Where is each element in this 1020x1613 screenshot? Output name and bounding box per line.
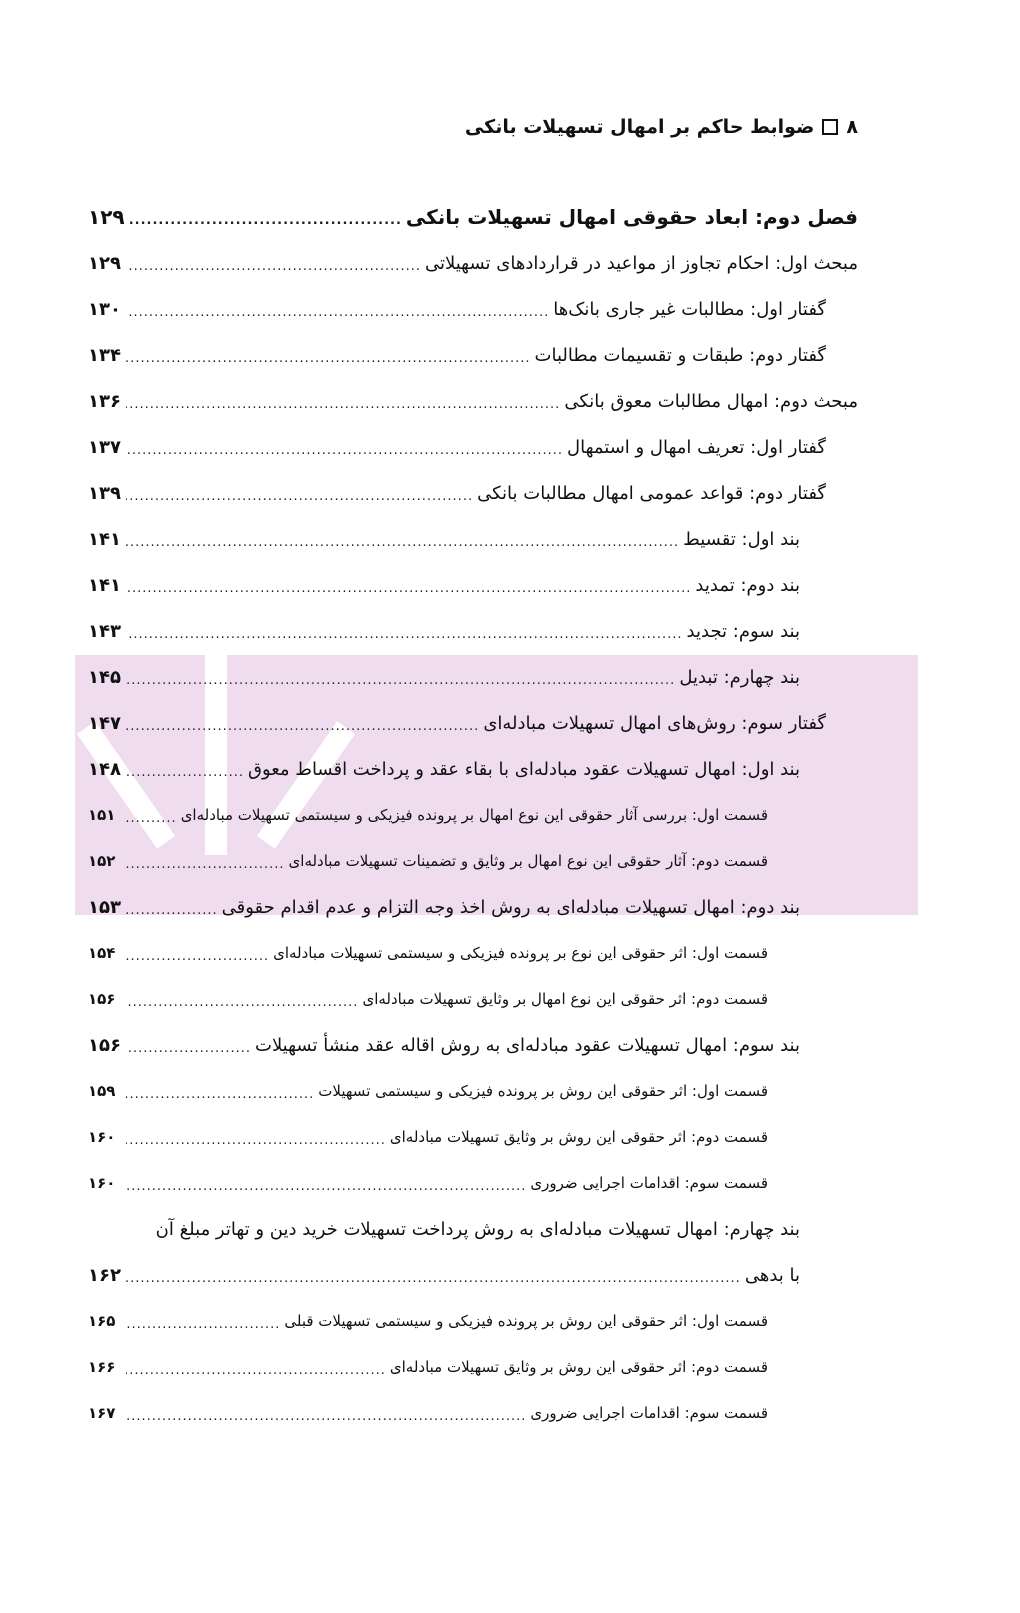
- dot-leader: [126, 351, 531, 378]
- dot-leader: [126, 581, 691, 608]
- dot-leader: [126, 995, 358, 1022]
- running-title: ضوابط حاکم بر امهال تسهیلات بانکی: [464, 116, 815, 138]
- toc-entry[interactable]: [88, 1252, 858, 1298]
- toc-page-number: ۱۴۱: [88, 528, 121, 550]
- toc-page-number: ۱۵۳: [88, 896, 121, 918]
- toc-entry-title: بند دوم: تمدید: [695, 574, 800, 596]
- toc-entry-title: قسمت سوم: اقدامات اجرایی ضروری: [530, 1404, 768, 1422]
- toc-entry[interactable]: [88, 378, 858, 424]
- toc-entry[interactable]: [88, 470, 858, 516]
- toc-entry[interactable]: [88, 194, 858, 240]
- table-of-contents: [88, 194, 858, 1436]
- toc-entry-title: بند چهارم: امهال تسهیلات مبادله‌ای به روش پرداخت تسهیلات خرید دین و تهاتر مبلغ آن: [155, 1218, 800, 1240]
- toc-page-number: ۱۴۵: [88, 666, 121, 688]
- running-header: [465, 116, 858, 138]
- toc-page-number: ۱۳۹: [88, 482, 121, 504]
- toc-page-number: ۱۳۴: [88, 344, 121, 366]
- dot-leader: [126, 397, 560, 424]
- dot-leader: [126, 811, 177, 838]
- toc-entry-title: گفتار اول: مطالبات غیر جاری بانک‌ها: [553, 298, 826, 320]
- toc-page-number: ۱۵۲: [88, 852, 116, 870]
- toc-entry[interactable]: [88, 562, 858, 608]
- page-number: ۸: [846, 116, 858, 138]
- toc-entry[interactable]: [88, 424, 858, 470]
- dot-leader: [126, 1087, 314, 1114]
- toc-entry[interactable]: [88, 240, 858, 286]
- toc-page-number: ۱۴۸: [88, 758, 121, 780]
- toc-entry-title: بند چهارم: تبدیل: [679, 666, 800, 688]
- toc-page-number: ۱۲۹: [88, 205, 125, 229]
- dot-leader: [126, 1041, 251, 1068]
- dot-leader: [126, 719, 479, 746]
- toc-page-number: ۱۶۶: [88, 1358, 116, 1376]
- toc-entry[interactable]: [88, 700, 858, 746]
- toc-page-number: ۱۴۷: [88, 712, 121, 734]
- toc-entry[interactable]: [88, 884, 858, 930]
- toc-page-number: ۱۵۱: [88, 806, 116, 824]
- toc-entry[interactable]: [88, 792, 858, 838]
- toc-entry-title: بند سوم: تجدید: [686, 620, 800, 642]
- dot-leader: [126, 627, 683, 654]
- dot-leader: [126, 1409, 526, 1436]
- toc-entry-title: قسمت اول: اثر حقوقی این نوع بر پرونده فیزیکی و سیستمی تسهیلات مبادله‌ای: [273, 944, 768, 962]
- toc-entry-title: قسمت اول: اثر حقوقی این روش بر پرونده فیزیکی و سیستمی تسهیلات قبلی: [284, 1312, 768, 1330]
- toc-entry[interactable]: [88, 1160, 858, 1206]
- toc-entry-title: گفتار دوم: طبقات و تقسیمات مطالبات: [534, 344, 826, 366]
- toc-entry[interactable]: [88, 838, 858, 884]
- toc-page-number: ۱۲۹: [88, 252, 121, 274]
- dot-leader: [126, 305, 549, 332]
- toc-entry[interactable]: [88, 332, 858, 378]
- dot-leader: [126, 857, 285, 884]
- toc-entry[interactable]: [88, 1344, 858, 1390]
- toc-entry[interactable]: [88, 1068, 858, 1114]
- toc-page-number: ۱۴۳: [88, 620, 121, 642]
- toc-entry[interactable]: [88, 976, 858, 1022]
- toc-entry-title: قسمت دوم: اثر حقوقی این روش بر وثایق تسهیلات مبادله‌ای: [389, 1358, 768, 1376]
- toc-entry-title: بند سوم: امهال تسهیلات عقود مبادله‌ای به روش اقاله عقد منشأ تسهیلات: [255, 1034, 800, 1056]
- toc-entry[interactable]: [88, 516, 858, 562]
- toc-entry-title: فصل دوم: ابعاد حقوقی امهال تسهیلات بانکی: [405, 205, 858, 229]
- toc-entry[interactable]: [88, 286, 858, 332]
- toc-page-number: ۱۶۷: [88, 1404, 116, 1422]
- dot-leader: [126, 903, 218, 930]
- toc-page-number: ۱۶۰: [88, 1174, 116, 1192]
- toc-page-number: ۱۵۴: [88, 944, 116, 962]
- toc-entry-title: مبحث اول: احکام تجاوز از مواعید در قراردادهای تسهیلاتی: [424, 252, 858, 274]
- toc-entry[interactable]: [88, 1114, 858, 1160]
- toc-entry-title: گفتار اول: تعریف امهال و استمهال: [567, 436, 826, 458]
- dot-leader: [126, 1317, 280, 1344]
- dot-leader: [126, 949, 269, 976]
- toc-entry[interactable]: [88, 1390, 858, 1436]
- toc-entry[interactable]: [88, 930, 858, 976]
- dot-leader: [126, 765, 244, 792]
- toc-page-number: ۱۵۹: [88, 1082, 116, 1100]
- toc-entry-title: قسمت دوم: اثر حقوقی این نوع امهال بر وثایق تسهیلات مبادله‌ای: [362, 990, 768, 1008]
- dot-leader: [129, 213, 402, 240]
- toc-entry-title: قسمت اول: اثر حقوقی این روش بر پرونده فیزیکی و سیستمی تسهیلات: [318, 1082, 768, 1100]
- toc-entry-title: قسمت دوم: آثار حقوقی این نوع امهال بر وثایق و تضمینات تسهیلات مبادله‌ای: [288, 852, 768, 870]
- toc-entry-title: گفتار سوم: روش‌های امهال تسهیلات مبادله‌ای: [483, 712, 826, 734]
- dot-leader: [126, 259, 421, 286]
- toc-entry-title: بند اول: امهال تسهیلات عقود مبادله‌ای با بقاء عقد و پرداخت اقساط معوق: [247, 758, 800, 780]
- toc-entry[interactable]: [88, 1298, 858, 1344]
- toc-page-number: ۱۵۶: [88, 990, 116, 1008]
- toc-entry[interactable]: [88, 1022, 858, 1068]
- toc-page-number: ۱۶۵: [88, 1312, 116, 1330]
- toc-entry-title: بند اول: تقسیط: [683, 528, 800, 550]
- toc-page-number: ۱۵۶: [88, 1034, 121, 1056]
- toc-page-number: ۱۳۰: [88, 298, 121, 320]
- dot-leader: [126, 535, 679, 562]
- toc-entry-wrapped-line[interactable]: [88, 1206, 858, 1252]
- toc-page-number: ۱۳۷: [88, 436, 121, 458]
- toc-entry[interactable]: [88, 608, 858, 654]
- toc-entry-title: بند دوم: امهال تسهیلات مبادله‌ای به روش اخذ وجه التزام و عدم اقدام حقوقی: [221, 896, 800, 918]
- toc-entry[interactable]: [88, 654, 858, 700]
- toc-page-number: ۱۳۶: [88, 390, 121, 412]
- dot-leader: [126, 1179, 526, 1206]
- toc-entry-title: قسمت سوم: اقدامات اجرایی ضروری: [530, 1174, 768, 1192]
- toc-page-number: ۱۴۱: [88, 574, 121, 596]
- square-bullet-icon: [822, 119, 838, 135]
- toc-entry-title: گفتار دوم: قواعد عمومی امهال مطالبات بانکی: [477, 482, 826, 504]
- toc-page-number: ۱۶۲: [88, 1264, 121, 1286]
- dot-leader: [126, 1271, 741, 1298]
- dot-leader: [126, 1363, 386, 1390]
- dot-leader: [126, 1133, 386, 1160]
- toc-entry-title: قسمت اول: بررسی آثار حقوقی این نوع امهال بر پرونده فیزیکی و سیستمی تسهیلات مبادله‌ای: [180, 806, 768, 824]
- dot-leader: [126, 489, 473, 516]
- toc-entry-title: با بدهی: [744, 1264, 800, 1286]
- toc-entry-title: مبحث دوم: امهال مطالبات معوق بانکی: [564, 390, 858, 412]
- toc-page-number: ۱۶۰: [88, 1128, 116, 1146]
- toc-entry-title: قسمت دوم: اثر حقوقی این روش بر وثایق تسهیلات مبادله‌ای: [389, 1128, 768, 1146]
- dot-leader: [126, 673, 675, 700]
- dot-leader: [126, 443, 563, 470]
- toc-entry[interactable]: [88, 746, 858, 792]
